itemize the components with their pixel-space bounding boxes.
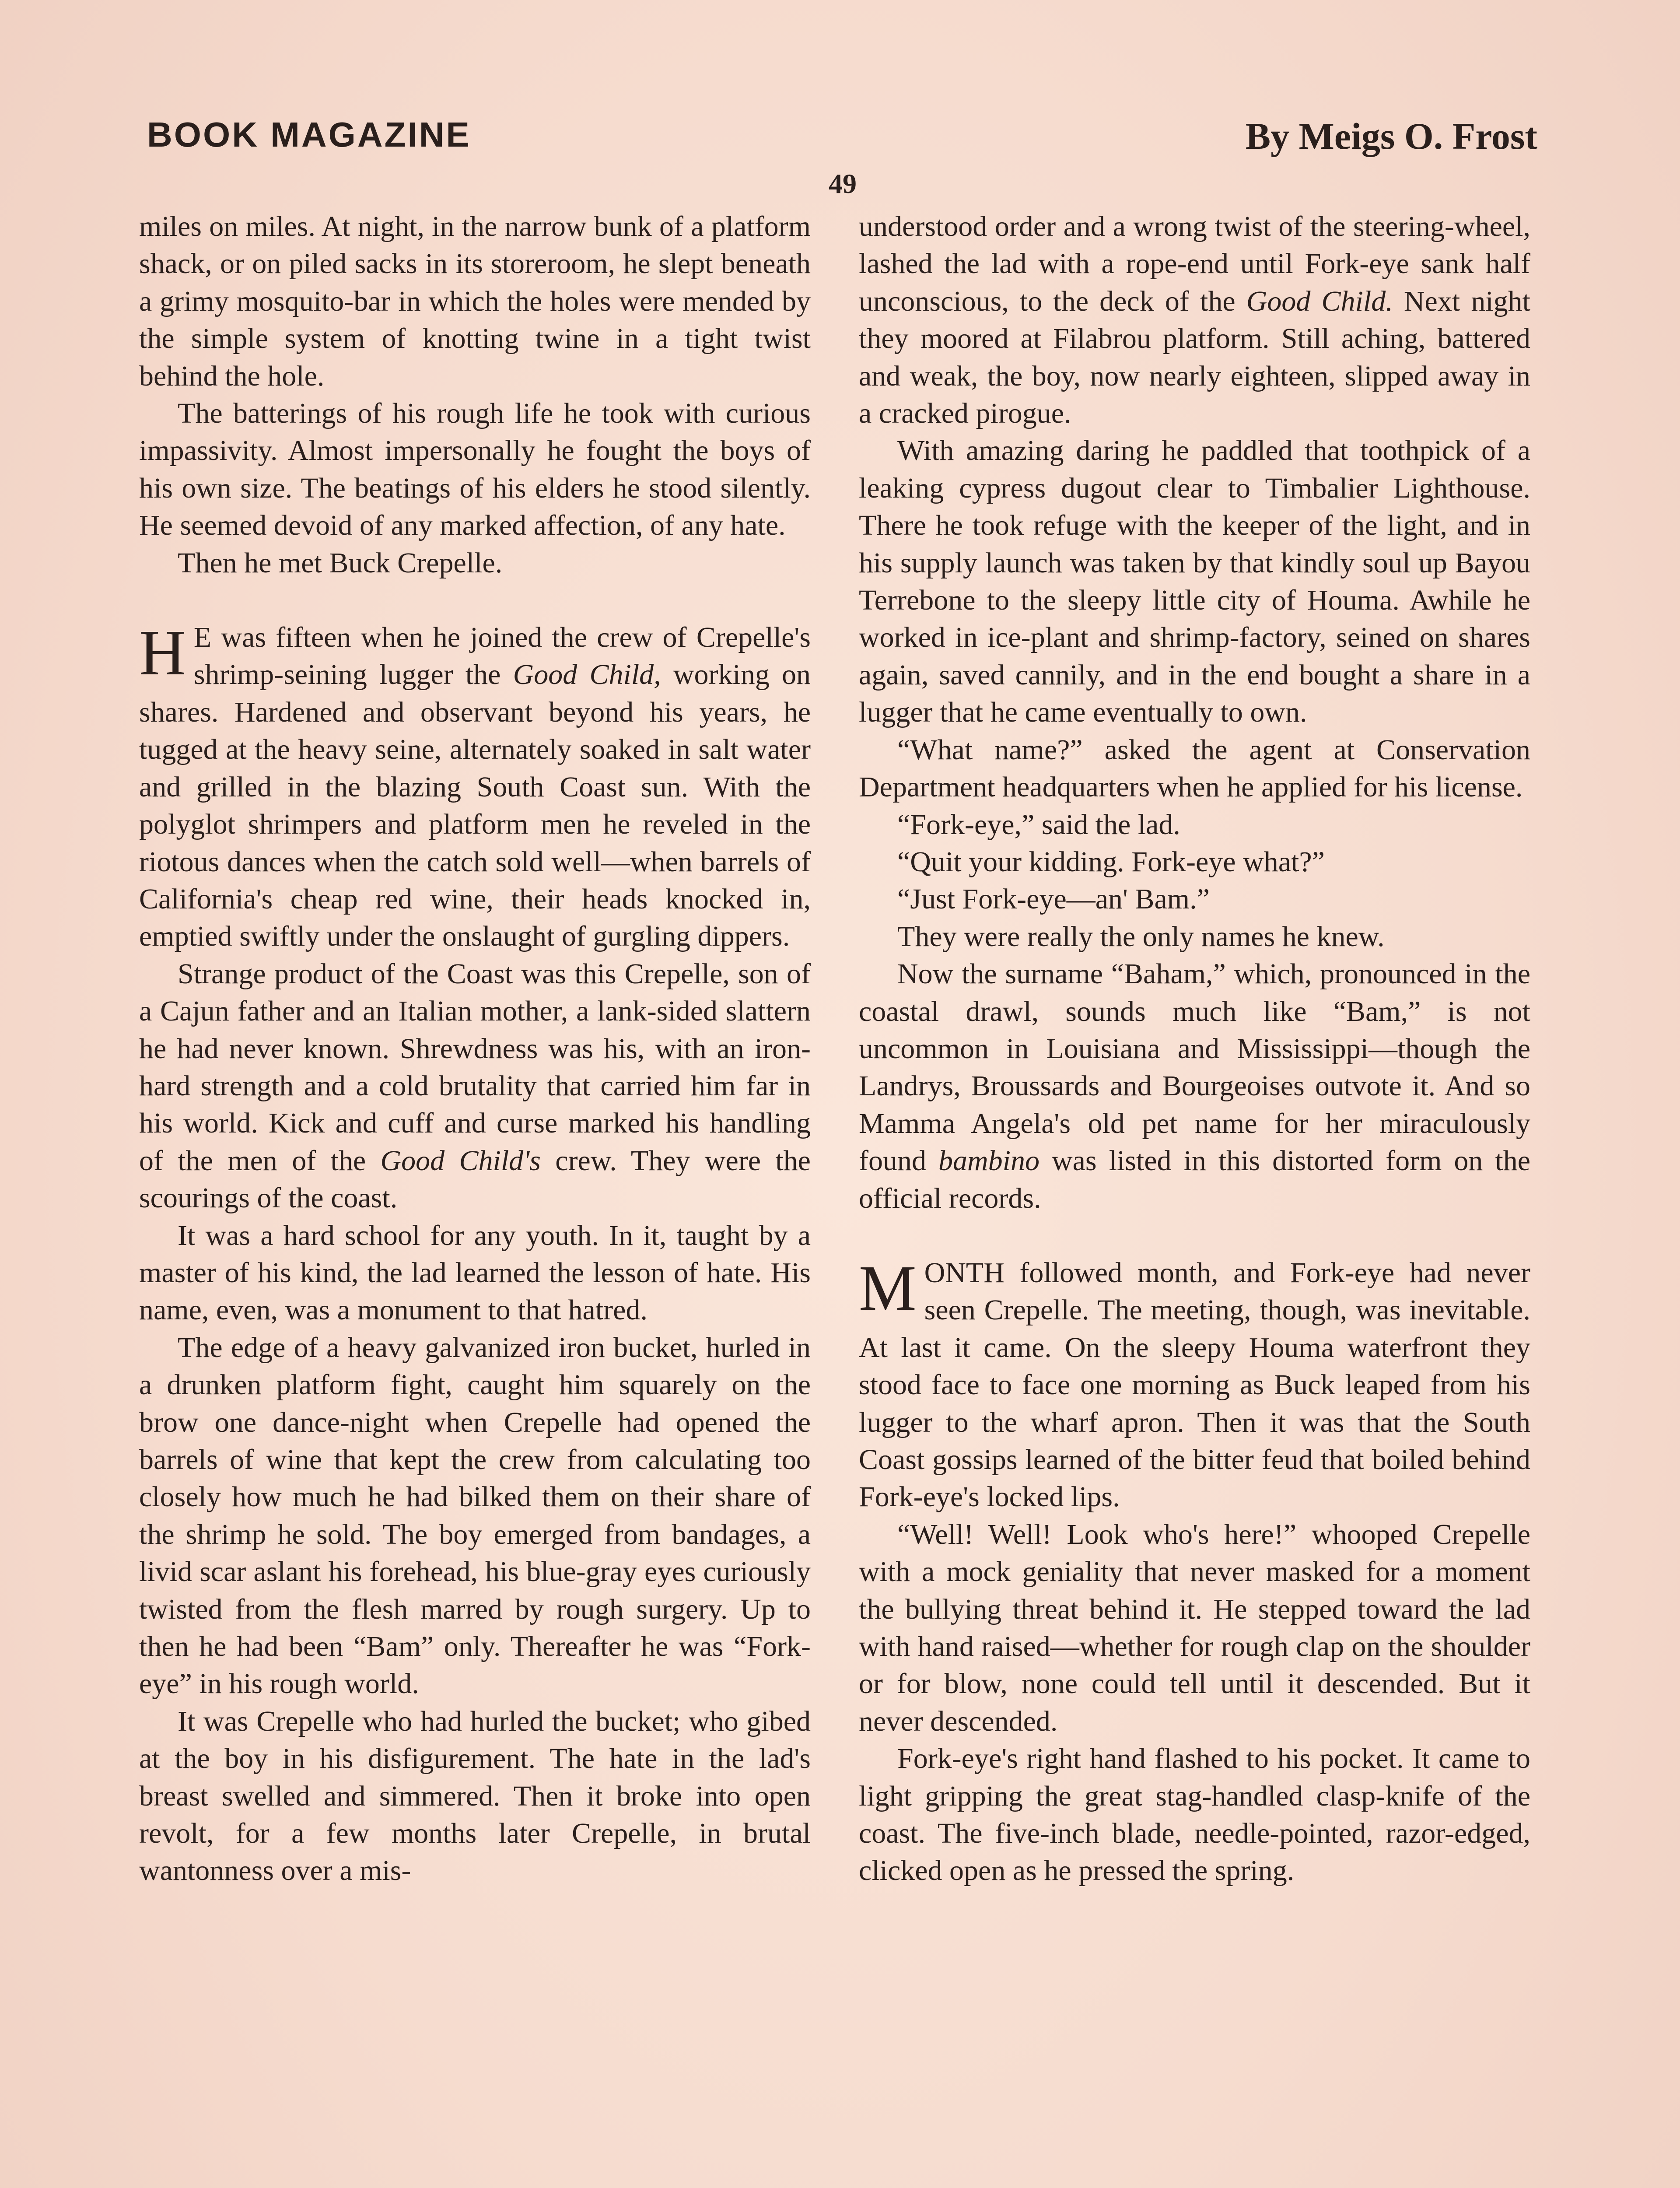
paragraph: The batterings of his rough life he took with curious impassivity. Almost impersonally he fought the boys of his own size. The beatings of his elders he stood silently. He seemed devoid of any marked affection, of any hate. <box>139 397 811 542</box>
section-break <box>859 1217 1530 1254</box>
text-run: followed month, and Fork-eye had never seen Crepelle. The meeting, though, was inevitable. At last it came. On the sleepy Houma waterfront they stood face to face one morning as Buck leaped from his lugger to the wharf apron. Then it was that the South Coast gossips learned of the bitter feud that boiled behind Fork-eye's locked lips. <box>859 1256 1530 1513</box>
running-header-magazine-title: BOOK MAGAZINE <box>147 115 471 154</box>
text-run: crew. They were the scourings of the coast. <box>139 1144 811 1214</box>
paragraph <box>859 955 1530 1217</box>
paragraph: Then he met Buck Crepelle. <box>178 547 503 579</box>
paragraph: It was a hard school for any youth. In it, taught by a master of his kind, the lad learned the lesson of hate. His name, even, was a monument to that hatred. <box>139 1219 811 1326</box>
right-column <box>859 208 1530 1890</box>
paragraph: It was Crepelle who had hurled the bucket; who gibed at the boy in his disfigurement. The hate in the lad's breast swelled and simmered. Then it broke into open revolt, for a few months later Crepelle, in brutal wantonness over a mis- <box>139 1705 811 1887</box>
text-run: was listed in this distorted form on the official records. <box>859 1145 1531 1214</box>
section-break <box>139 582 811 619</box>
page-number: 49 <box>829 168 857 199</box>
paragraph-with-drop-cap <box>139 619 811 955</box>
drop-cap-lead: E <box>193 621 212 654</box>
paragraph: miles on miles. At night, in the narrow bunk of a platform shack, or on piled sacks in its storeroom, he slept beneath a grimy mosquito-bar in which the holes were mended by the simple system of knotting twine in a tight twist behind the hole. <box>139 210 811 392</box>
paragraph: “Just Fork-eye—an' Bam.” <box>897 883 1210 915</box>
drop-cap: M <box>859 1252 917 1324</box>
left-column <box>139 208 811 1890</box>
paragraph: The edge of a heavy galvanized iron bucket, hurled in a drunken platform fight, caught him squarely on the brow one dance-night when Crepelle had opened the barrels of wine that kept the crew from calculating too closely how much he had bilked them on their share of the shrimp he sold. The boy emerged from bandages, a livid scar aslant his forehead, his blue-gray eyes curiously twisted from the flesh marred by rough surgery. Up to then he had been “Bam” only. Thereafter he was “Fork-eye” in his rough world. <box>139 1331 811 1700</box>
paragraph: With amazing daring he paddled that toothpick of a leaking cypress dugout clear to Timbalier Lighthouse. There he took refuge with the keeper of the light, and in his supply launch was taken by that kindly soul up Bayou Terrebone to the sleepy little city of Houma. Awhile he worked in ice-plant and shrimp-factory, seined on shares again, saved cannily, and in the end bought a share in a lugger that he came eventually to own. <box>859 435 1530 729</box>
paragraph <box>139 955 811 1217</box>
paragraph: Fork-eye's right hand flashed to his pocket. It came to light gripping the great stag-handled clasp-knife of the coast. The five-inch blade, needle-pointed, razor-edged, clicked open as he pressed the spring. <box>859 1743 1530 1887</box>
running-header-author: By Meigs O. Frost <box>1245 115 1537 157</box>
text-run: Next night they moored at Filabrou platform. Still aching, battered and weak, the boy, now nearly eighteen, slipped away in a cracked pirogue. <box>859 285 1531 430</box>
drop-cap-lead: ONTH <box>924 1256 1004 1289</box>
text-run: understood order and a wrong twist of the steering-wheel, lashed the lad with a rope-end until Fork-eye sank half unconscious, to the deck of the <box>859 210 1530 317</box>
paragraph: “Fork-eye,” said the lad. <box>897 808 1180 841</box>
paragraph: “What name?” asked the agent at Conservation Department headquarters when he applied for his license. <box>859 733 1530 803</box>
text-run: Now the surname “Baham,” which, pronounced in the coastal drawl, sounds much like “Bam,” is not uncommon in Louisiana and Mississippi—though the Landrys, Broussards and Bourgeoises outvote it. And so Mamma Angela's old pet name for her miraculously found <box>859 958 1530 1177</box>
text-run: was fifteen when he joined the crew of Crepelle's shrimp-seining lugger the <box>193 621 811 691</box>
paragraph: “Well! Well! Look who's here!” whooped Crepelle with a mock geniality that never masked for a moment the bullying threat behind it. He stepped toward the lad with hand raised—whether for rough clap on the shoulder or for blow, none could tell until it descended. But it never descended. <box>859 1518 1530 1737</box>
text-run: Strange product of the Coast was this Crepelle, son of a Cajun father and an Italian mother, a lank-sided slattern he had never known. Shrewdness was his, with an iron-hard strength and a cold brutality that carried him far in his world. Kick and cuff and curse marked his handling of the men of the <box>139 957 811 1177</box>
italic-title: Good Child, <box>513 659 661 691</box>
paragraph: “Quit your kidding. Fork-eye what?” <box>897 845 1325 878</box>
italic-title: Good Child's <box>380 1144 541 1177</box>
drop-cap: H <box>139 617 186 689</box>
paragraph <box>859 208 1530 432</box>
italic-word: bambino <box>938 1145 1040 1177</box>
text-run: working on shares. Hardened and observant beyond his years, he tugged at the heavy seine, alternately soaked in salt water and grilled in the blazing South Coast sun. With the polyglot shrimpers and platform men he reveled in the riotous dances when the catch sold well—when barrels of California's cheap red wine, their heads knocked in, emptied swiftly under the onslaught of gurgling dippers. <box>139 659 811 953</box>
italic-title: Good Child. <box>1246 285 1393 317</box>
paragraph: They were really the only names he knew. <box>897 920 1385 953</box>
paragraph-with-drop-cap <box>859 1254 1530 1516</box>
